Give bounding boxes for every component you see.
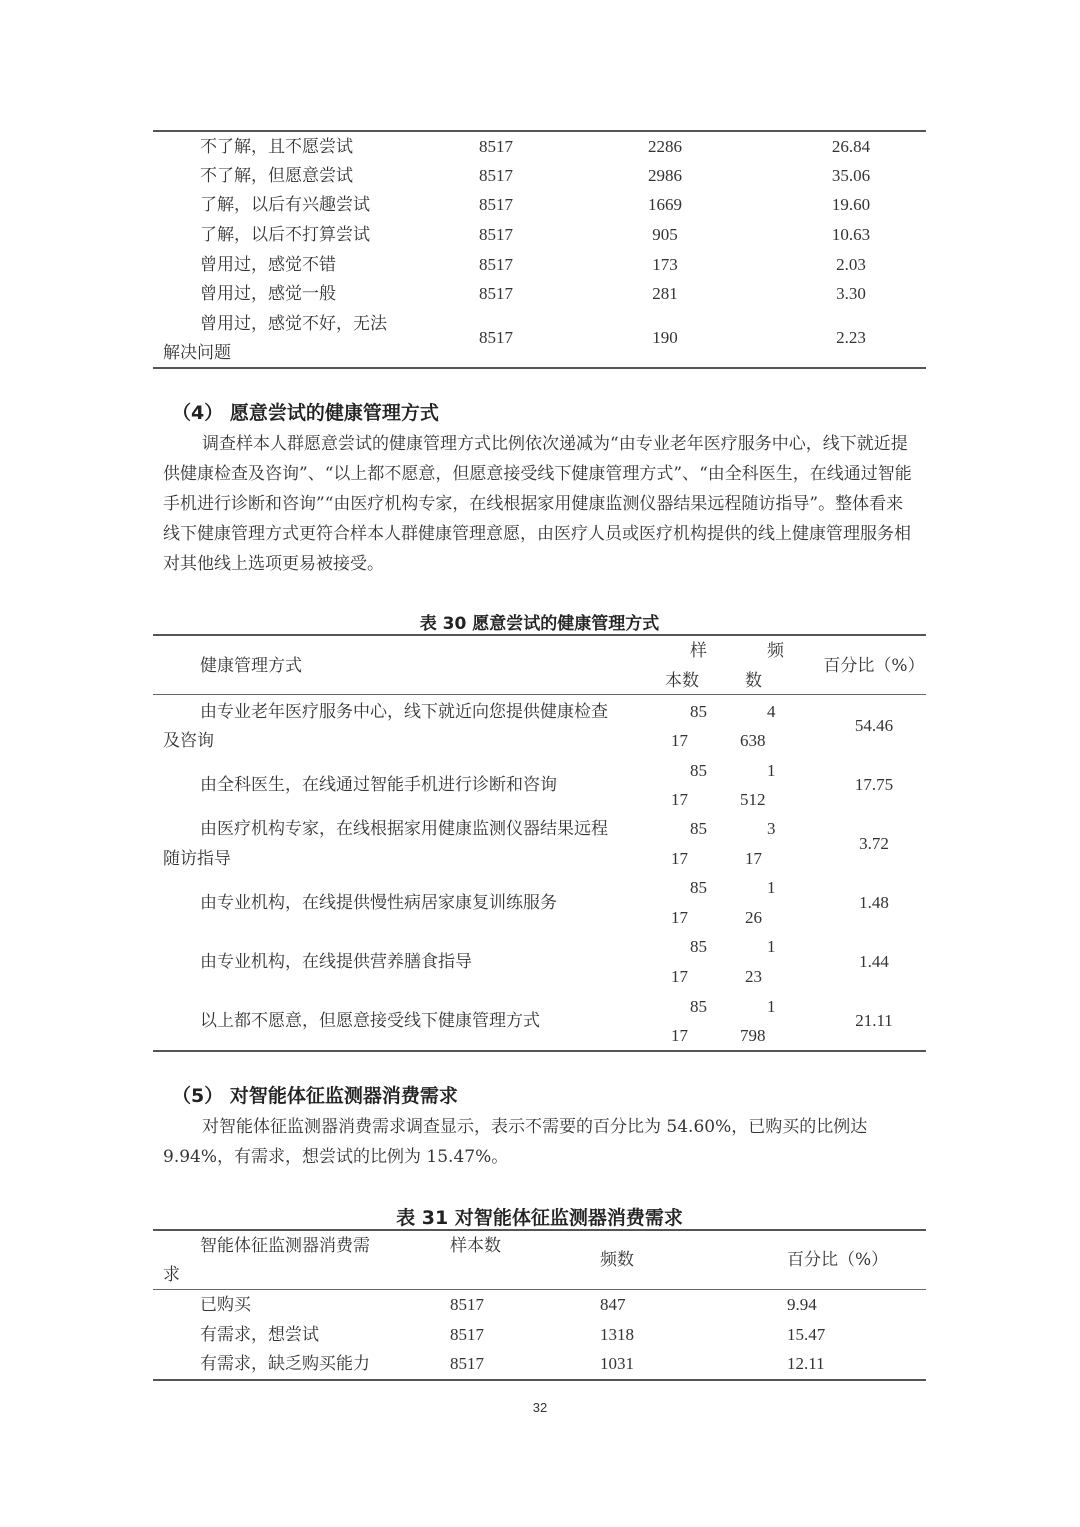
row-sample-bottom: 17	[671, 908, 688, 927]
row-sample-top: 85	[690, 702, 707, 721]
row-label-line1: 由专业机构，在线提供营养膳食指导	[200, 952, 472, 972]
row-percent: 3.72	[859, 834, 889, 853]
row-frequency: 281	[652, 284, 678, 303]
row-sample-bottom: 17	[671, 1026, 688, 1045]
header-sample-bottom: 本数	[665, 671, 699, 691]
row-sample-bottom: 17	[671, 790, 688, 809]
row-percent: 2.23	[836, 328, 866, 347]
row-frequency: 190	[652, 328, 678, 347]
row-label: 不了解，且不愿尝试	[200, 137, 353, 157]
row-frequency: 847	[600, 1295, 626, 1314]
row-frequency: 1669	[648, 195, 682, 214]
row-percent: 9.94	[787, 1295, 817, 1314]
row-label: 了解，以后不打算尝试	[200, 225, 370, 245]
row-label: 曾用过，感觉不错	[200, 255, 336, 275]
row-frequency-bottom: 17	[745, 849, 762, 868]
row-sample: 8517	[479, 166, 513, 185]
row-label-line2: 随访指导	[163, 849, 231, 869]
row-frequency: 2286	[648, 137, 682, 156]
row-sample-top: 85	[690, 997, 707, 1016]
row-sample-bottom: 17	[671, 967, 688, 986]
row-label-line2: 及咨询	[163, 731, 214, 751]
row-label: 已购买	[200, 1295, 251, 1315]
row-sample: 8517	[479, 137, 513, 156]
row-percent: 15.47	[787, 1325, 826, 1344]
row-frequency: 2986	[648, 166, 682, 185]
row-sample-bottom: 17	[671, 849, 688, 868]
row-frequency-bottom: 23	[745, 967, 762, 986]
row-frequency: 1031	[600, 1354, 634, 1373]
row-label: 了解，以后有兴趣尝试	[200, 195, 370, 215]
table-bottom-rule	[153, 1379, 926, 1381]
body-paragraph: 调查样本人群愿意尝试的健康管理方式比例依次递减为“由专业老年医疗服务中心，线下就近提供健康检查及咨询”、“以上都不愿意，但愿意接受线下健康管理方式”、“由全科医生，在线通过智能手机进行诊断和咨询”“由医疗机构专家，在线根据家用健康监测仪器结果远程随访指导”。整体看来线下健康管理方式更符合样本人群健康管理意愿，由医疗人员或医疗机构提供的线上健康管理服务相对其他线上选项更易被接受。	[163, 434, 912, 574]
table-caption: 表 31 对智能体征监测器消费需求	[396, 1207, 683, 1229]
row-frequency-top: 1	[767, 761, 776, 780]
row-percent: 2.03	[836, 255, 866, 274]
row-frequency: 1318	[600, 1325, 634, 1344]
row-sample-bottom: 17	[671, 731, 688, 750]
row-label: 曾用过，感觉一般	[200, 284, 336, 304]
header-method: 健康管理方式	[200, 656, 302, 676]
header-sample: 样本数	[450, 1236, 501, 1256]
row-label-line1: 以上都不愿意，但愿意接受线下健康管理方式	[200, 1011, 540, 1031]
table-caption: 表 30 愿意尝试的健康管理方式	[419, 614, 660, 634]
header-item-line1: 智能体征监测器消费需	[200, 1236, 370, 1256]
header-sample-top: 样	[690, 641, 707, 661]
header-percent: 百分比（%）	[787, 1250, 889, 1270]
row-frequency-bottom: 26	[745, 908, 762, 927]
row-frequency-top: 1	[767, 878, 776, 897]
row-label: 不了解，但愿意尝试	[200, 166, 353, 186]
row-sample: 8517	[450, 1325, 484, 1344]
row-sample: 8517	[450, 1354, 484, 1373]
row-frequency: 905	[652, 225, 678, 244]
row-sample: 8517	[479, 255, 513, 274]
body-paragraph: 对智能体征监测器消费需求调查显示，表示不需要的百分比为 54.60%，已购买的比例达 9.94%，有需求，想尝试的比例为 15.47%。	[163, 1117, 868, 1167]
row-percent: 26.84	[831, 137, 871, 156]
row-frequency-top: 3	[767, 819, 776, 838]
row-percent: 1.44	[859, 952, 889, 971]
row-frequency-top: 1	[767, 937, 776, 956]
table-bottom-rule	[153, 1050, 926, 1052]
row-frequency-bottom: 638	[740, 731, 766, 750]
header-rule	[153, 1289, 926, 1290]
row-sample-top: 85	[690, 819, 707, 838]
row-percent: 21.11	[855, 1011, 893, 1030]
row-sample-top: 85	[690, 878, 707, 897]
header-frequency-top: 频	[767, 641, 784, 661]
header-rule	[153, 694, 926, 695]
row-label-line2: 解决问题	[163, 343, 231, 363]
row-percent: 19.60	[831, 195, 871, 214]
section-heading: （5） 对智能体征监测器消费需求	[172, 1085, 458, 1107]
header-frequency-bottom: 数	[745, 671, 762, 691]
section-heading: （4） 愿意尝试的健康管理方式	[172, 402, 439, 424]
row-sample: 8517	[450, 1295, 484, 1314]
header-item-line2: 求	[163, 1265, 180, 1285]
row-label-line1: 由医疗机构专家，在线根据家用健康监测仪器结果远程	[200, 819, 608, 839]
row-percent: 17.75	[854, 775, 894, 794]
table-top-rule	[153, 634, 926, 636]
header-percent: 百分比（%）	[823, 656, 925, 676]
row-label-line1: 曾用过，感觉不好，无法	[200, 314, 387, 334]
row-frequency-top: 1	[767, 997, 776, 1016]
row-percent: 35.06	[831, 166, 871, 185]
table-top-rule	[153, 1229, 926, 1231]
row-sample: 8517	[479, 284, 513, 303]
row-percent: 10.63	[831, 225, 871, 244]
row-sample: 8517	[479, 328, 513, 347]
row-frequency: 173	[652, 255, 678, 274]
header-frequency: 频数	[600, 1250, 634, 1270]
page-number: 32	[532, 1400, 548, 1415]
row-label-line1: 由全科医生，在线通过智能手机进行诊断和咨询	[200, 775, 557, 795]
row-percent: 54.46	[854, 716, 894, 735]
row-sample: 8517	[479, 225, 513, 244]
row-frequency-bottom: 798	[740, 1026, 766, 1045]
row-label-line1: 由专业机构，在线提供慢性病居家康复训练服务	[200, 893, 557, 913]
row-label: 有需求，想尝试	[200, 1325, 319, 1345]
row-sample-top: 85	[690, 937, 707, 956]
row-sample: 8517	[479, 195, 513, 214]
row-sample-top: 85	[690, 761, 707, 780]
row-frequency-top: 4	[767, 702, 776, 721]
row-percent: 12.11	[787, 1354, 825, 1373]
row-percent: 3.30	[836, 284, 866, 303]
table-bottom-rule	[153, 367, 926, 369]
row-label-line1: 由专业老年医疗服务中心，线下就近向您提供健康检查	[200, 702, 608, 722]
table-top-rule	[153, 130, 926, 132]
row-label: 有需求，缺乏购买能力	[200, 1354, 370, 1374]
row-percent: 1.48	[859, 893, 889, 912]
row-frequency-bottom: 512	[740, 790, 766, 809]
